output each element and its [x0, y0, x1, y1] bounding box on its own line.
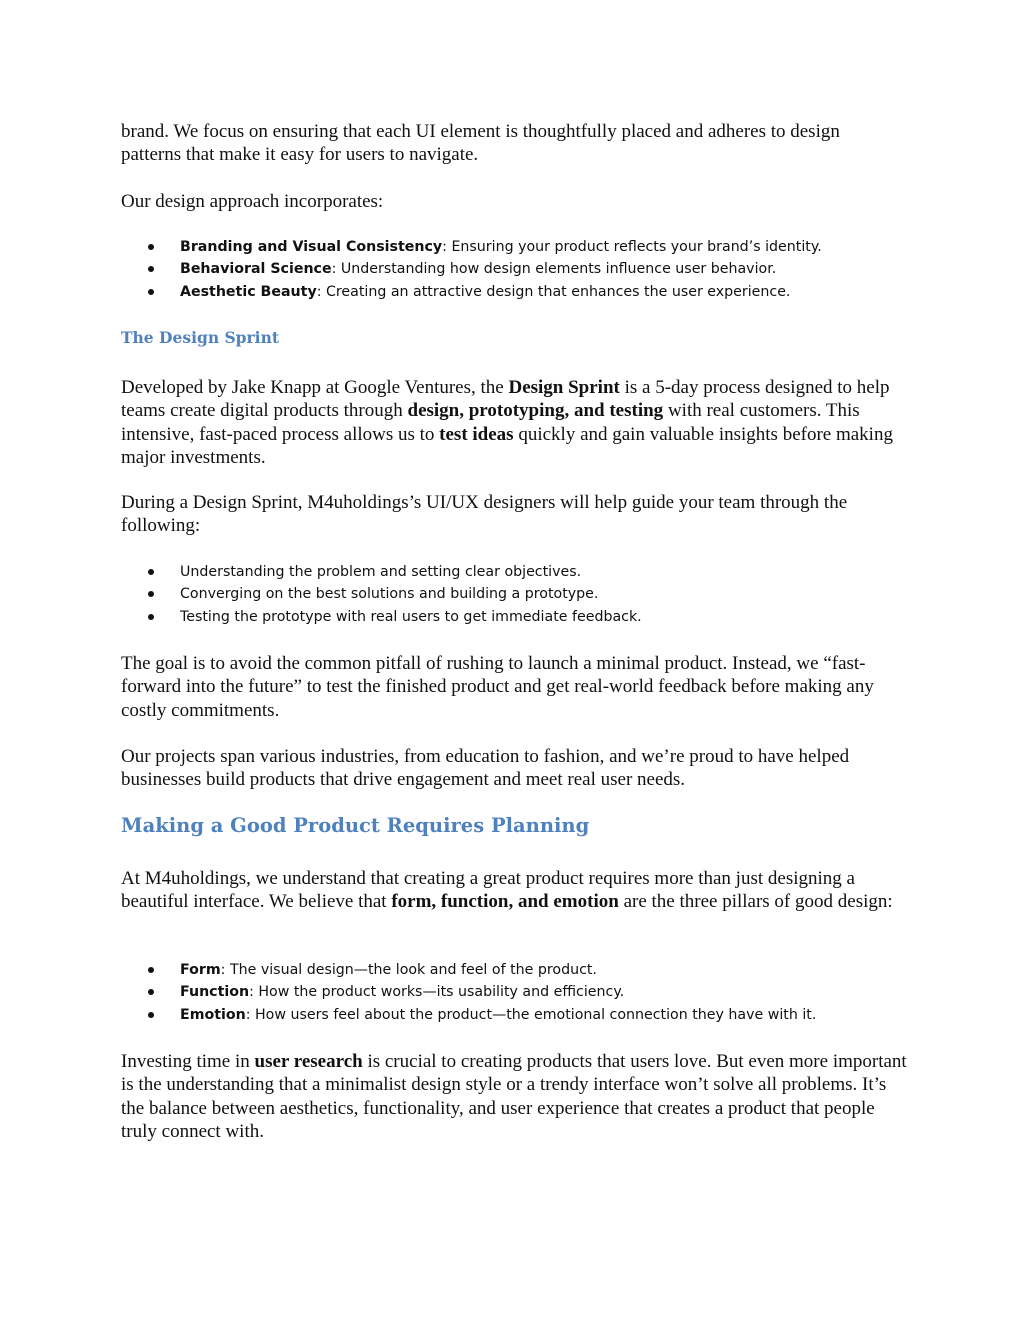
list-item-desc: : Creating an attractive design that enhances the user experience.: [316, 283, 791, 300]
planning-bold-1: form, function, and emotion: [391, 891, 619, 913]
list-item-term: Function: [180, 984, 250, 1001]
list-item-text: Testing the prototype with real users to get immediate feedback.: [180, 608, 642, 625]
sprint-paragraph: [121, 376, 911, 469]
list-item: [148, 959, 908, 981]
list-item-term: Behavioral Science: [180, 261, 332, 278]
list-item-text: Converging on the best solutions and building a prototype.: [180, 586, 599, 603]
approach-list: [148, 236, 908, 303]
list-item-term: Aesthetic Beauty: [180, 283, 317, 300]
sprint-bold-2: design, prototyping, and testing: [407, 400, 664, 422]
list-item-text: Understanding the problem and setting clear objectives.: [180, 564, 582, 580]
list-item: [148, 606, 908, 628]
list-item: [148, 281, 908, 303]
bullet-icon: [148, 569, 154, 575]
research-bold-1: user research: [254, 1051, 363, 1072]
sprint-text-4: quickly and gain valuable insights before making major investments.: [121, 423, 893, 468]
research-text-1: Investing time in: [121, 1051, 255, 1072]
research-paragraph: [121, 1050, 911, 1143]
intro-line-2: patterns that make it easy for users to navigate.: [121, 144, 479, 166]
sprint-bold-1: Design Sprint: [508, 377, 620, 398]
list-item-desc: : How the product works—its usability and efficiency.: [249, 984, 625, 1001]
list-item-desc: : Understanding how design elements influence user behavior.: [331, 261, 777, 278]
sprint-text-2: is a 5-day process designed to help teams create digital products through: [121, 377, 890, 422]
bullet-icon: [148, 614, 154, 620]
goal-paragraph: The goal is to avoid the common pitfall of rushing to launch a minimal product. Instead, we “fast-forward into the future” to test the finished product and get real-world feedback before making any costly commitments.: [121, 653, 874, 721]
sprint-list: [148, 561, 908, 628]
approach-intro: Our design approach incorporates:: [121, 191, 384, 212]
list-item: [148, 1004, 908, 1026]
planning-paragraph: [121, 867, 911, 914]
planning-text-1: At M4uholdings, we understand that creating a great product requires more than just designing a beautiful interface. We believe that: [121, 868, 855, 913]
projects-paragraph: Our projects span various industries, from education to fashion, and we’re proud to have helped businesses build products that drive engagement and meet real user needs.: [121, 746, 850, 791]
list-item: [148, 236, 908, 258]
sprint-guide-paragraph: During a Design Sprint, M4uholdings’s UI/UX designers will help guide your team through the following:: [121, 492, 848, 537]
list-item: [148, 583, 908, 605]
bullet-icon: [148, 591, 154, 597]
sprint-text-1: Developed by Jake Knapp at Google Ventures, the: [121, 377, 509, 398]
list-item: [148, 981, 908, 1003]
planning-text-2: are the three pillars of good design:: [618, 891, 893, 913]
sprint-heading: The Design Sprint: [121, 328, 279, 347]
list-item-term: Emotion: [180, 1006, 246, 1023]
list-item-desc: : How users feel about the product—the emotional connection they have with it.: [245, 1006, 817, 1023]
list-item-desc: : Ensuring your product reflects your brand’s identity.: [442, 239, 822, 255]
list-item: [148, 561, 908, 583]
bullet-icon: [148, 244, 154, 250]
research-text-2: is crucial to creating products that users love. But even more important is the understanding that a minimalist design style or a trendy interface won’t solve all problems. It’s the balance between aesthetics, functionality, and user experience that creates a product that people truly connect with.: [121, 1051, 907, 1142]
list-item-desc: : The visual design—the look and feel of the product.: [220, 962, 597, 978]
list-item: [148, 258, 908, 280]
bullet-icon: [148, 266, 154, 272]
planning-heading: Making a Good Product Requires Planning: [121, 814, 590, 837]
bullet-icon: [148, 967, 154, 973]
sprint-bold-3: test ideas: [439, 423, 514, 445]
bullet-icon: [148, 289, 154, 295]
list-item-term: Branding and Visual Consistency: [180, 239, 443, 255]
pillars-list: [148, 959, 908, 1026]
bullet-icon: [148, 1012, 154, 1018]
intro-paragraph: [121, 120, 911, 167]
sprint-text-3: with real customers. This intensive, fast-paced process allows us to: [121, 400, 860, 445]
bullet-icon: [148, 989, 154, 995]
list-item-term: Form: [180, 962, 221, 978]
intro-line-1: brand. We focus on ensuring that each UI element is thoughtfully placed and adheres to design: [121, 121, 840, 142]
